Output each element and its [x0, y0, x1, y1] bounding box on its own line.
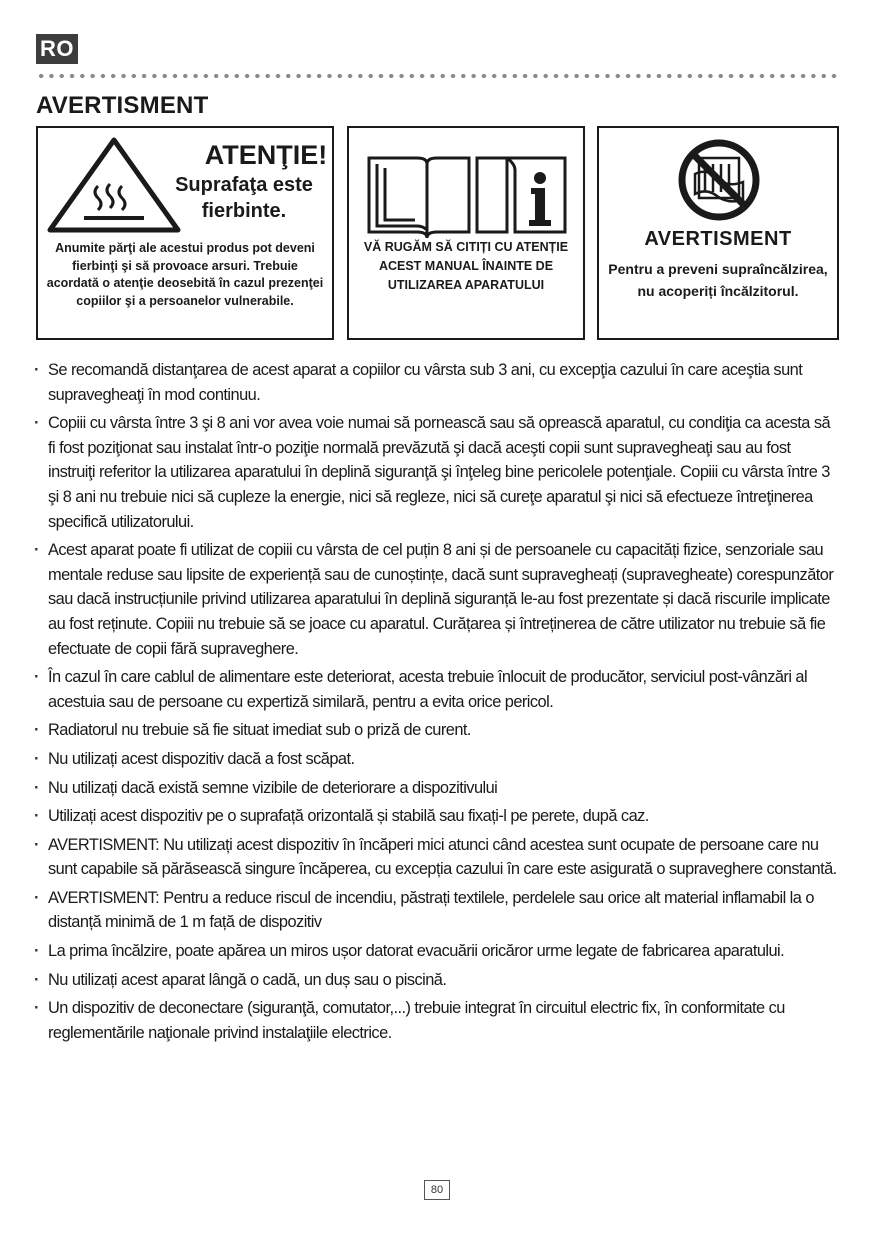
- list-item: · Nu utilizați acest aparat lângă o cadă, un duș sau o piscină.: [34, 968, 840, 993]
- list-item: · Radiatorul nu trebuie să fie situat imediat sub o priză de curent.: [34, 718, 840, 743]
- list-item: · AVERTISMENT: Nu utilizați acest dispozitiv în încăperi mici atunci când acestea sunt ocupate de persoane care nu sunt capabile să părăsească singure încăperea, cu excepția cazului în care este asigurată o supraveghere constantă.: [34, 833, 840, 882]
- list-item: · Un dispozitiv de deconectare (siguranţă, comutator,...) trebuie integrat în circuitul electric fix, în conformitate cu reglementările naţionale privind instalaţiile electrice.: [34, 996, 840, 1045]
- list-item: · AVERTISMENT: Pentru a reduce riscul de incendiu, păstrați textilele, perdelele sau orice alt material inflamabil la o distanță minimă de 1 m față de dispozitiv: [34, 886, 840, 935]
- hot-surface-warning-box: [36, 126, 334, 340]
- do-not-cover-icon: [669, 138, 769, 222]
- safety-instructions-list: [34, 358, 840, 1049]
- list-item: · Copiii cu vârsta între 3 şi 8 ani vor avea voie numai să pornească sau să oprească aparatul, cu condiţia ca acesta să fi fost poziţionat sau instalat într-o poziţie normală prevăzută şi dacă aceşti copii sunt supravegheaţi sau au fost instruiţi referitor la utilizarea aparatului în deplină siguranţă şi înţeleg bine pericolele potenţiale. Copiii cu vârsta între 3 şi 8 ani nu trebuie nici să cupleze la energie, nici să regleze, nici să cureţe aparatul şi nici să efectueze întreţinerea specifică utilizatorului.: [34, 411, 840, 534]
- dotted-divider: [36, 73, 840, 79]
- list-item: · Utilizați acest dispozitiv pe o suprafață orizontală și stabilă sau fixați-l pe perete, după caz.: [34, 804, 840, 829]
- hot-surface-subtitle: Suprafaţa este fierbinte.: [175, 174, 313, 222]
- read-manual-icon: [365, 150, 569, 240]
- list-item: · Acest aparat poate fi utilizat de copiii cu vârsta de cel puțin 8 ani și de persoanele cu capacități fizice, senzoriale sau mentale reduse sau lipsite de experiență sau de cunoștințe, dacă sunt supravegheați (supravegheate) corespunzător sau dacă instrucțiunile privind utilizarea aparatului în deplină siguranță le-au fost prezentate și dacă riscurile implicate au fost reținute. Copiii nu trebuie să se joace cu aparatul. Curățarea și întreținerea de către utilizator nu trebuie să fie efectuate de copii fără supraveghere.: [34, 538, 840, 661]
- do-not-cover-box: [597, 126, 839, 340]
- list-item: · Nu utilizați dacă există semne vizibile de deteriorare a dispozitivului: [34, 776, 840, 801]
- section-title: AVERTISMENT: [36, 92, 209, 119]
- hot-surface-text: Anumite părţi ale acestui produs pot deveni fierbinţi şi să provoace arsuri. Trebuie acordată o atenţie deosebită în cazul prezenţei copiilor şi a persoanelor vulnerabile.: [46, 241, 324, 308]
- read-manual-text: VĂ RUGĂM SĂ CITIȚI CU ATENȚIE ACEST MANUAL ÎNAINTE DE UTILIZAREA APARATULUI: [363, 240, 569, 292]
- warning-title: AVERTISMENT: [644, 228, 792, 250]
- language-badge: RO: [36, 34, 78, 64]
- list-item: · În cazul în care cablul de alimentare este deteriorat, acesta trebuie înlocuit de producător, serviciul post-vânzări al acestuia sau de persoane cu expertiză similară, pentru a evita orice pericol.: [34, 665, 840, 714]
- list-item: · La prima încălzire, poate apărea un miros ușor datorat evacuării oricăror urme legate de fabricarea aparatului.: [34, 939, 840, 964]
- read-manual-box: [347, 126, 585, 340]
- do-not-cover-text: Pentru a preveni supraîncălzirea, nu acoperiți încălzitorul.: [608, 261, 828, 299]
- list-item: · Nu utilizați acest dispozitiv dacă a fost scăpat.: [34, 747, 840, 772]
- list-item: · Se recomandă distanţarea de acest aparat a copiilor cu vârsta sub 3 ani, cu excepţia cazului în care aceştia sunt supravegheaţi în mod continuu.: [34, 358, 840, 407]
- page-number: 80: [424, 1180, 450, 1200]
- attention-title: ATENŢIE!: [204, 140, 328, 170]
